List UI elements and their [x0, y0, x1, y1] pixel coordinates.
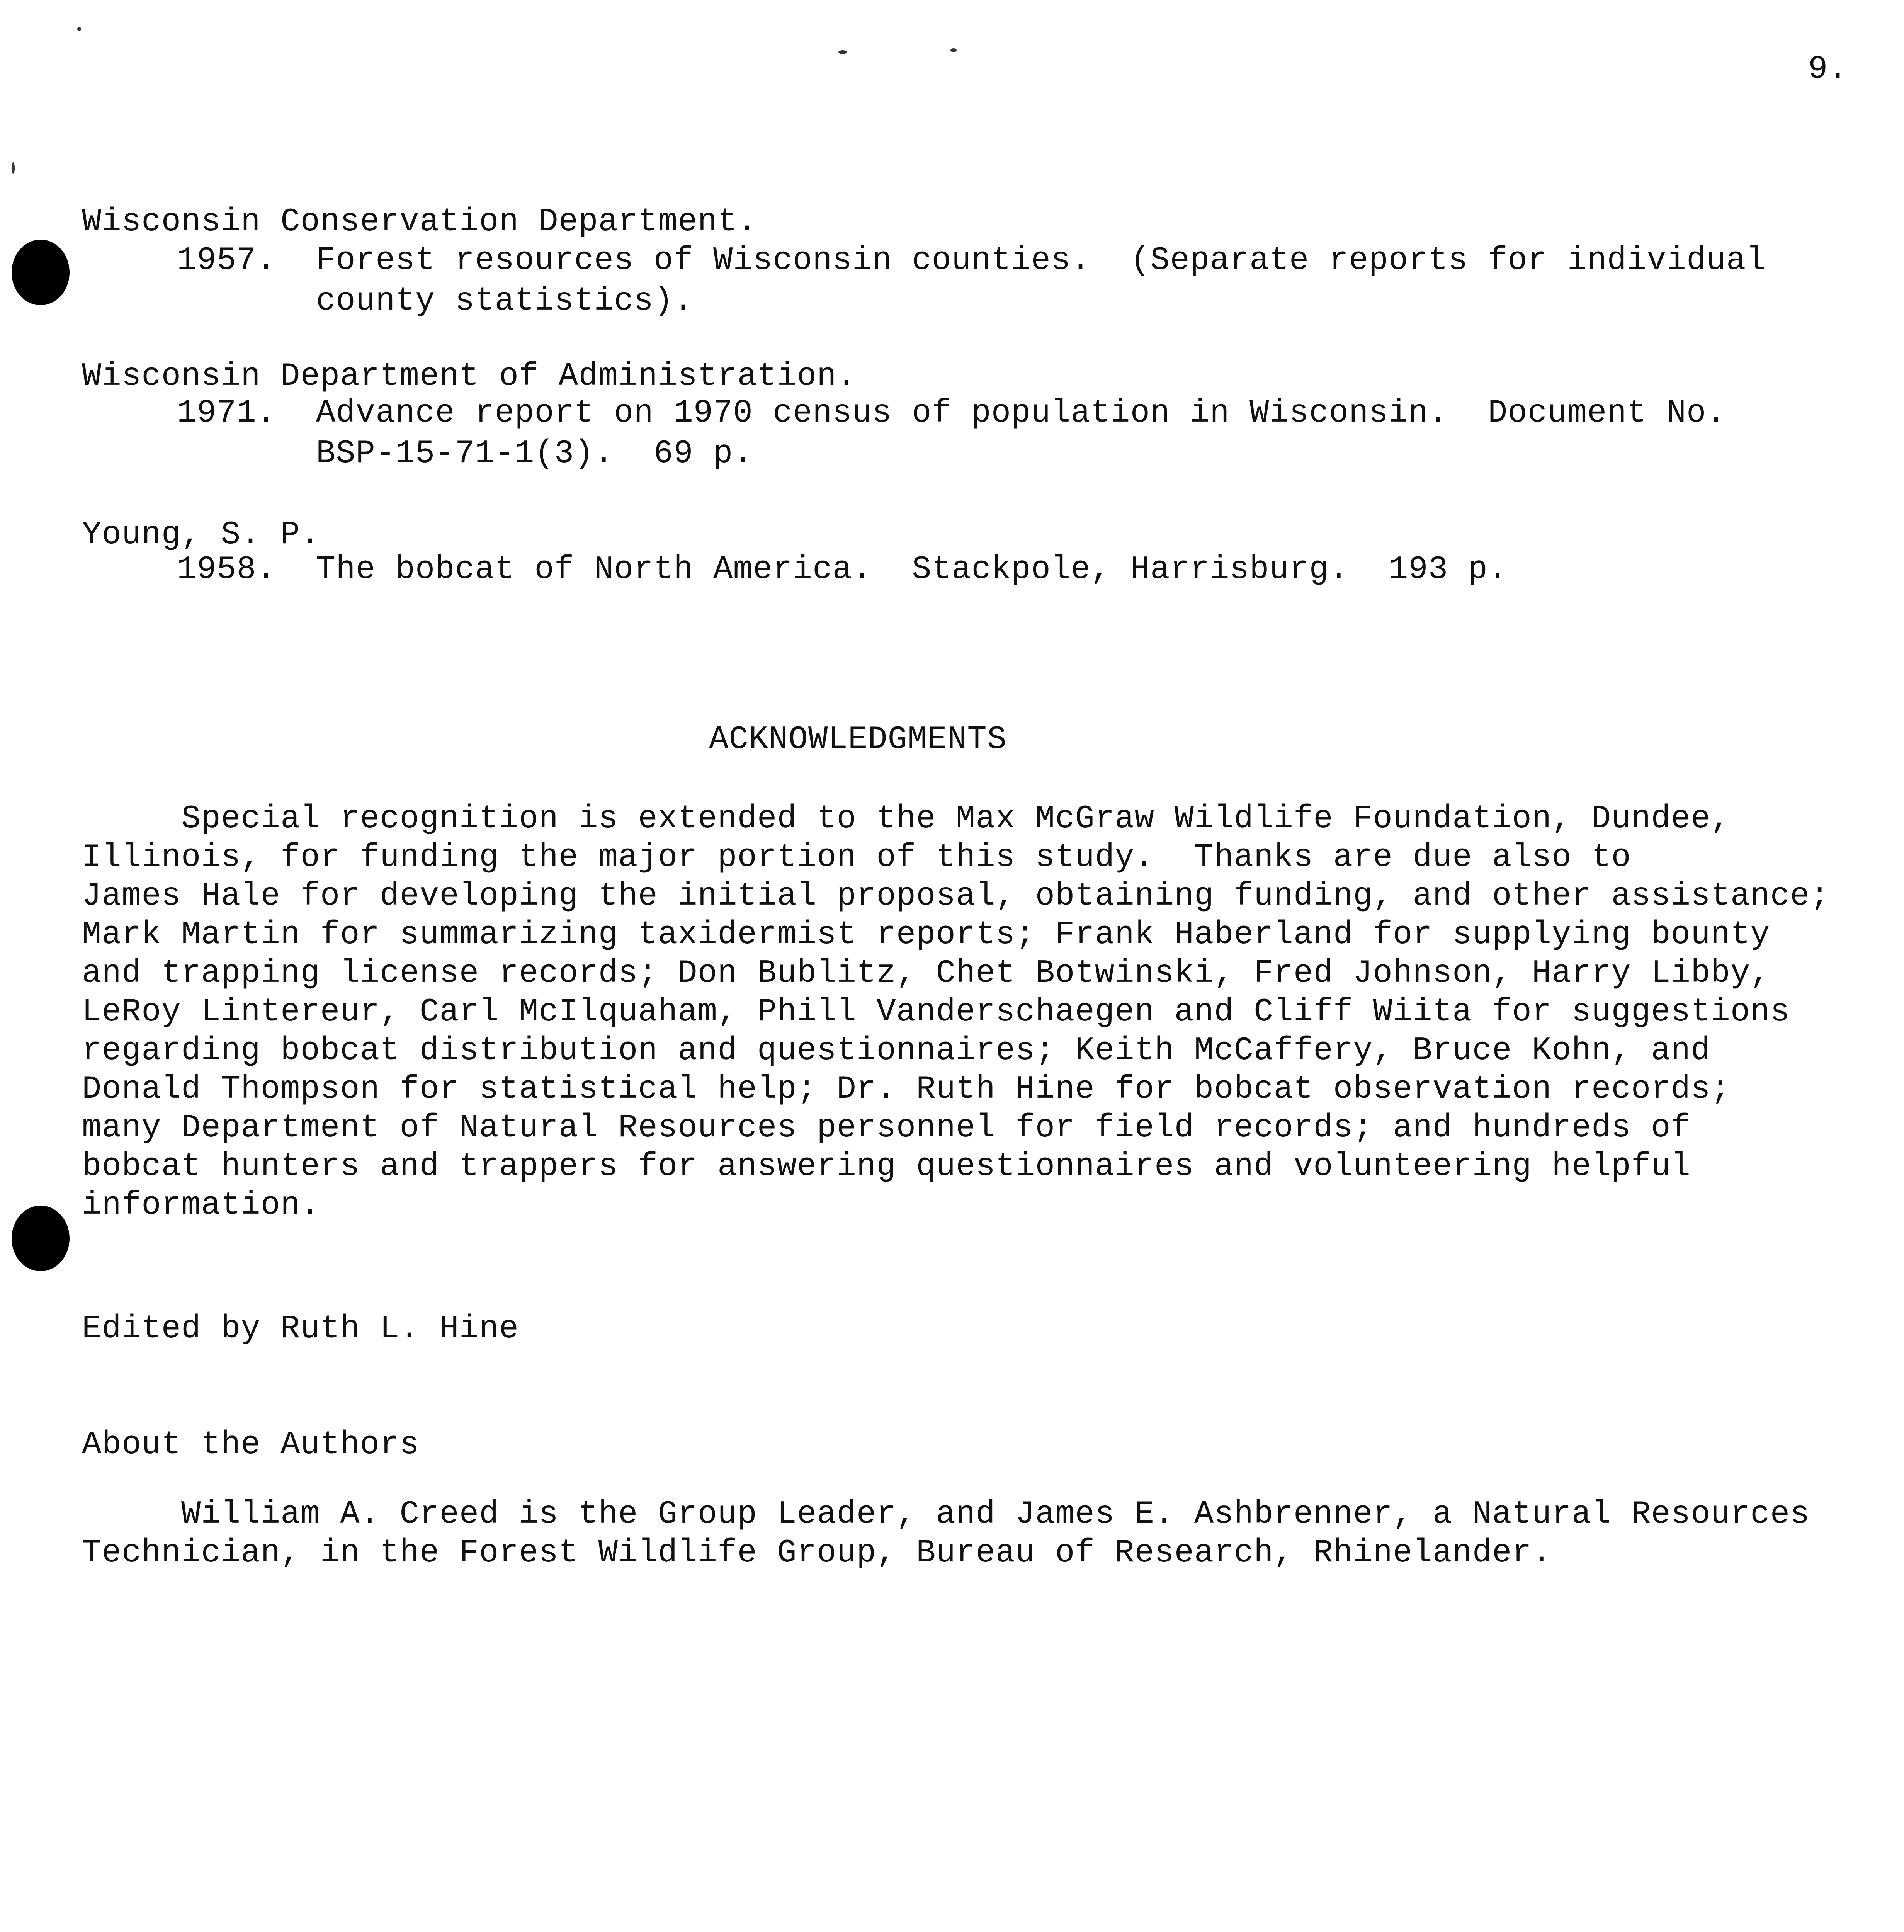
page-number: 9.	[1808, 51, 1848, 88]
reference-line: county statistics).	[177, 283, 694, 320]
scan-speck	[950, 48, 957, 52]
punch-hole-top	[12, 240, 70, 305]
acknowledgments-heading: ACKNOWLEDGMENTS	[709, 721, 1007, 758]
reference-line: BSP-15-71-1(3). 69 p.	[177, 435, 753, 472]
acknowledgments-line: James Hale for developing the initial proposal, obtaining funding, and other assistance;	[82, 878, 1830, 915]
acknowledgments-line: regarding bobcat distribution and questionnaires; Keith McCaffery, Bruce Kohn, and	[82, 1032, 1711, 1069]
reference-author: Young, S. P.	[82, 517, 320, 553]
punch-hole-middle	[12, 1206, 70, 1271]
scan-speck	[77, 27, 81, 31]
about-line: William A. Creed is the Group Leader, and James E. Ashbrenner, a Natural Resources	[82, 1496, 1810, 1533]
reference-author: Wisconsin Department of Administration.	[82, 358, 857, 395]
edited-by: Edited by Ruth L. Hine	[82, 1311, 519, 1347]
reference-line: 1957. Forest resources of Wisconsin counties. (Separate reports for individual	[177, 242, 1766, 279]
acknowledgments-line: many Department of Natural Resources personnel for field records; and hundreds of	[82, 1110, 1691, 1146]
about-heading: About the Authors	[82, 1427, 420, 1463]
acknowledgments-line: Special recognition is extended to the Max McGraw Wildlife Foundation, Dundee,	[82, 801, 1731, 837]
reference-line: 1971. Advance report on 1970 census of population in Wisconsin. Document No.	[177, 395, 1726, 432]
acknowledgments-line: bobcat hunters and trappers for answering questionnaires and volunteering helpful	[82, 1148, 1691, 1185]
acknowledgments-line: Mark Martin for summarizing taxidermist reports; Frank Haberland for supplying bounty	[82, 917, 1770, 953]
about-line: Technician, in the Forest Wildlife Group, Bureau of Research, Rhinelander.	[82, 1535, 1552, 1571]
reference-line: 1958. The bobcat of North America. Stackpole, Harrisburg. 193 p.	[177, 551, 1508, 588]
scan-speck	[12, 162, 15, 174]
acknowledgments-line: LeRoy Lintereur, Carl McIlquaham, Phill Vanderschaegen and Cliff Wiita for suggestions	[82, 994, 1790, 1031]
reference-author: Wisconsin Conservation Department.	[82, 204, 757, 240]
acknowledgments-line: Donald Thompson for statistical help; Dr. Ruth Hine for bobcat observation records;	[82, 1071, 1731, 1108]
acknowledgments-line: information.	[82, 1187, 320, 1224]
scan-speck	[838, 50, 847, 54]
acknowledgments-line: Illinois, for funding the major portion of this study. Thanks are due also to	[82, 839, 1631, 876]
acknowledgments-line: and trapping license records; Don Bublitz, Chet Botwinski, Fred Johnson, Harry Libby,	[82, 955, 1770, 992]
